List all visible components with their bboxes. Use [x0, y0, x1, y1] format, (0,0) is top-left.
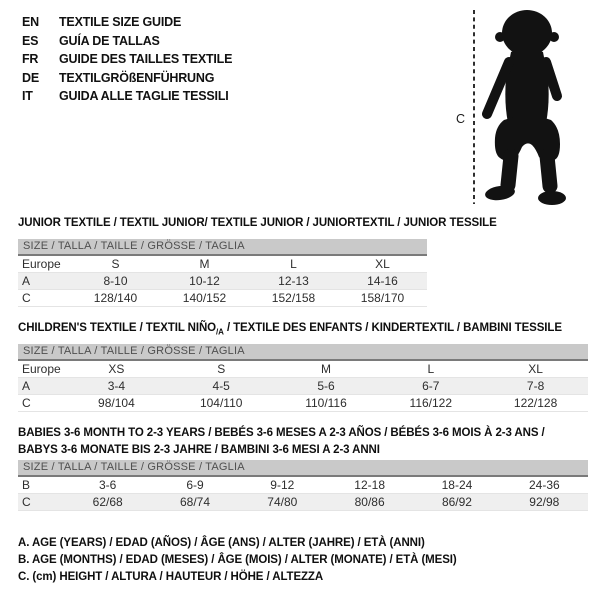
table-cell: XS [108, 362, 125, 376]
table-cell: 62/68 [64, 494, 151, 511]
language-title: GUIDA ALLE TAGLIE TESSILI [59, 89, 229, 104]
table-cell: 128/140 [93, 291, 138, 305]
row-label: Europe [22, 362, 61, 376]
language-code: ES [22, 33, 39, 48]
babies-size-table [18, 460, 588, 511]
language-code: IT [22, 89, 33, 104]
table-cell: 116/122 [409, 396, 453, 410]
section-title-line1: BABIES 3-6 MONTH TO 2-3 YEARS / BEBÉS 3-6 MESES A 2-3 AÑOS / BÉBÉS 3-6 MOIS À 2-3 ANS / [18, 427, 545, 439]
table-cell: XL [375, 257, 390, 271]
row-label: C [22, 396, 31, 410]
row-label: Europe [22, 257, 61, 271]
babies-table-grid [18, 477, 588, 511]
table-cell: 8-10 [71, 273, 160, 290]
language-row-en [22, 13, 232, 32]
footnote-list [18, 535, 457, 585]
language-title: GUÍA DE TALLAS [59, 33, 160, 48]
language-title: TEXTILE SIZE GUIDE [59, 15, 182, 29]
junior-size-table [18, 239, 427, 307]
language-code: EN [22, 15, 39, 29]
row-label: C [18, 494, 64, 511]
table-cell: 10-12 [160, 273, 249, 290]
table-cell: 18-24 [441, 478, 473, 492]
size-header-bar: SIZE / TALLA / TAILLE / GRÖSSE / TAGLIA [18, 239, 427, 256]
silhouette-right-leg [547, 156, 550, 186]
table-cell: 122/128 [513, 396, 558, 410]
section-title-line2: BABYS 3-6 MONATE BIS 2-3 JAHRE / BAMBINI 3-6 MESI A 2-3 ANNI [18, 444, 380, 456]
language-row-it [22, 87, 232, 106]
table-row-age [18, 378, 588, 395]
table-row-height [18, 290, 427, 307]
section-title-babies [18, 425, 545, 459]
table-cell: 68/74 [151, 494, 238, 511]
table-row-age-months [18, 477, 588, 494]
table-row-europe [18, 256, 427, 273]
height-figure [450, 6, 595, 208]
language-row-fr [22, 50, 232, 69]
table-cell: 140/152 [182, 291, 227, 305]
language-row-es [22, 32, 232, 51]
size-header-bar: SIZE / TALLA / TAILLE / GRÖSSE / TAGLIA [18, 344, 588, 361]
section-title-text: JUNIOR TEXTILE / TEXTIL JUNIOR/ TEXTILE JUNIOR / JUNIORTEXTIL / JUNIOR TESSILE [18, 217, 497, 229]
language-code: FR [22, 52, 39, 67]
table-cell: 3-4 [64, 378, 169, 395]
language-title: GUIDE DES TAILLES TEXTILE [59, 52, 233, 67]
row-label: C [22, 291, 31, 305]
table-cell: M [320, 362, 331, 376]
section-title-children [18, 322, 562, 336]
table-cell: M [199, 257, 210, 271]
table-cell: 12-18 [354, 478, 385, 492]
silhouette-right-foot [538, 191, 566, 205]
table-cell: 24-36 [528, 478, 560, 492]
table-cell: 12-13 [249, 273, 338, 290]
table-cell: 86/92 [413, 494, 500, 511]
section-title-subscript: /A [216, 327, 224, 337]
table-row-age [18, 273, 427, 290]
table-cell: 152/158 [271, 291, 316, 305]
section-title-junior [18, 217, 497, 229]
table-cell: 5-6 [274, 378, 379, 395]
section-title-text: CHILDREN'S TEXTILE / TEXTIL NIÑO [18, 322, 217, 334]
footnote-b: B. AGE (MONTHS) / EDAD (MESES) / ÂGE (MOIS) / ALTER (MONATE) / ETÀ (MESI) [18, 553, 457, 566]
table-row-height [18, 395, 588, 412]
table-cell: L [290, 257, 297, 271]
table-cell: S [111, 257, 120, 271]
table-cell: 110/116 [305, 396, 347, 410]
language-title: TEXTILGRÖßENFÜHRUNG [59, 70, 215, 85]
row-label: B [22, 478, 31, 492]
table-row-europe [18, 361, 588, 378]
junior-table-grid [18, 256, 427, 307]
children-table-grid [18, 361, 588, 412]
table-cell: 80/86 [326, 494, 413, 511]
table-cell: 14-16 [338, 273, 427, 290]
table-cell: L [427, 362, 435, 376]
table-cell: S [217, 362, 226, 376]
language-list [22, 13, 232, 106]
table-cell: 7-8 [483, 378, 588, 395]
table-cell: 92/98 [501, 494, 588, 511]
row-label: A [18, 378, 64, 395]
table-cell: 158/170 [360, 291, 405, 305]
table-cell: 6-9 [186, 478, 204, 492]
table-cell: 9-12 [270, 478, 295, 492]
silhouette-left-leg [508, 156, 511, 185]
table-row-height [18, 494, 588, 511]
section-title-text: / TEXTILE DES ENFANTS / KINDERTEXTIL / BAMBINI TESSILE [223, 322, 562, 334]
table-cell: 74/80 [239, 494, 326, 511]
children-size-table [18, 344, 588, 412]
table-cell: 98/104 [98, 396, 135, 410]
language-row-de [22, 69, 232, 88]
table-cell: 3-6 [98, 478, 117, 492]
table-cell: 4-5 [169, 378, 274, 395]
language-code: DE [22, 70, 39, 85]
table-cell: 104/110 [199, 396, 243, 410]
table-cell: XL [528, 362, 543, 376]
height-label: C [456, 112, 466, 126]
footnote-c: C. (cm) HEIGHT / ALTURA / HAUTEUR / HÖHE / ALTEZZA [18, 570, 324, 583]
toddler-silhouette-icon [484, 10, 566, 205]
table-cell: 6-7 [378, 378, 483, 395]
row-label: A [18, 273, 71, 290]
footnote-a: A. AGE (YEARS) / EDAD (AÑOS) / ÂGE (ANS) / ALTER (JAHRE) / ETÀ (ANNI) [18, 537, 425, 549]
size-header-bar: SIZE / TALLA / TAILLE / GRÖSSE / TAGLIA [18, 460, 588, 477]
